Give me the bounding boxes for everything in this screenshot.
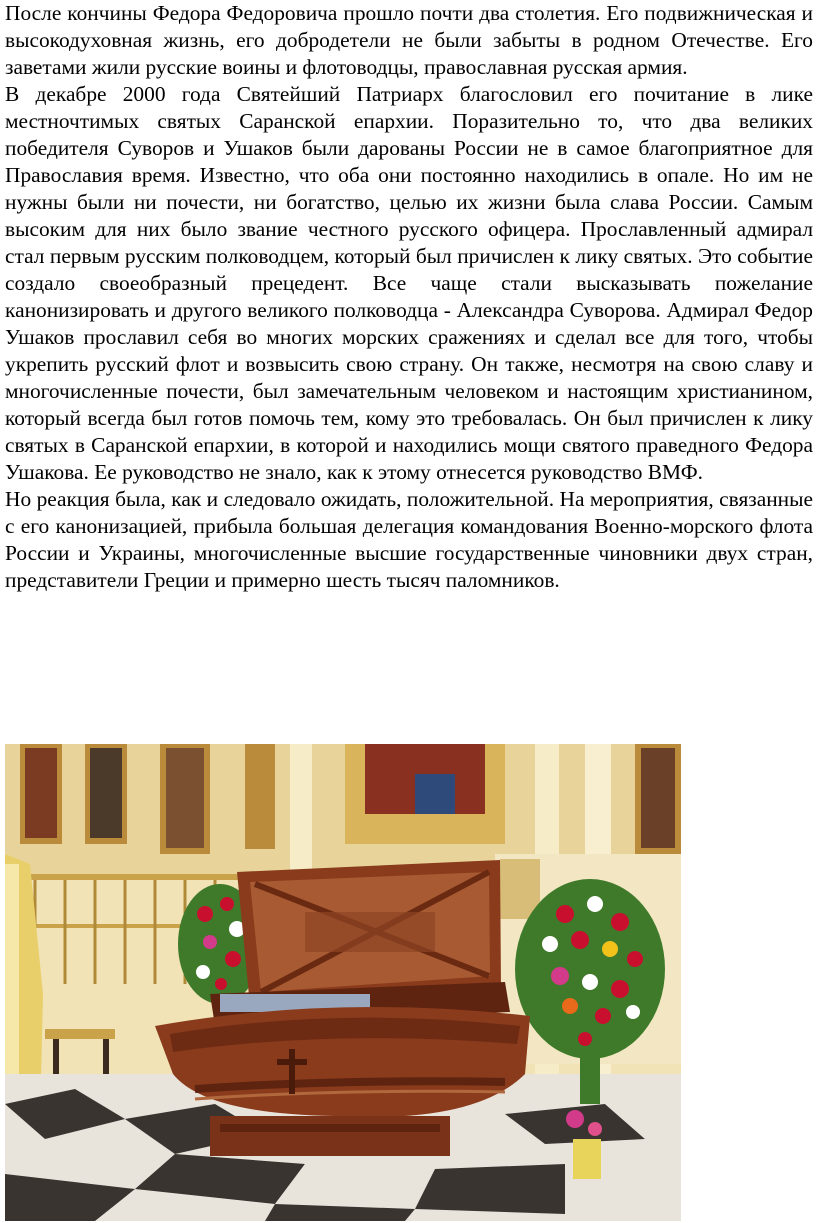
reliquary-photo [5,744,681,1221]
paragraph-2: В декабре 2000 года Святейший Патриарх благословил его почитание в лике местночтимых святых Саранской епархии. Поразительно то, что два великих победителя Суворов и Ушаков были дарованы России не в самое благоприятное для Православия время. Известно, что оба они постоянно находились в опале. Но им не нужны были ни почести, ни богатство, целью их жизни была слава России. Самым высоким для них было звание честного русского офицера. Прославленный адмирал стал первым русским полководцем, который был причислен к лику святых. Это событие создало своеобразный прецедент. Все чаще стали высказывать пожелание канонизировать и другого великого полководца - Александра Суворова. Адмирал Федор Ушаков прославил себя во многих морских сражениях и сделал все для того, чтобы укрепить русский флот и возвысить свою страну. Он также, несмотря на свою славу и многочисленные почести, был замечательным человеком и настоящим христианином, который всегда был готов помочь тем, кому это требовалась. Он был причислен к лику святых в Саранской епархии, в которой и находились мощи святого праведного Федора Ушакова. Ее руководство не знало, как к этому отнесется руководство ВМФ. [5,82,813,484]
paragraph-1: После кончины Федора Федоровича прошло почти два столетия. Его подвижническая и высокодуховная жизнь, его добродетели не были забыты в родном Отечестве. Его заветами жили русские воины и флотоводцы, православная русская армия. [5,1,813,79]
paragraph-3: Но реакция была, как и следовало ожидать, положительной. На мероприятия, связанные с его канонизацией, прибыла большая делегация командования Военно-морского флота России и Украины, многочисленные высшие государственные чиновники двух стран, представители Греции и примерно шесть тысяч паломников. [5,487,813,592]
reliquary-photo-illustration [5,744,681,1221]
article-text [5,0,813,594]
